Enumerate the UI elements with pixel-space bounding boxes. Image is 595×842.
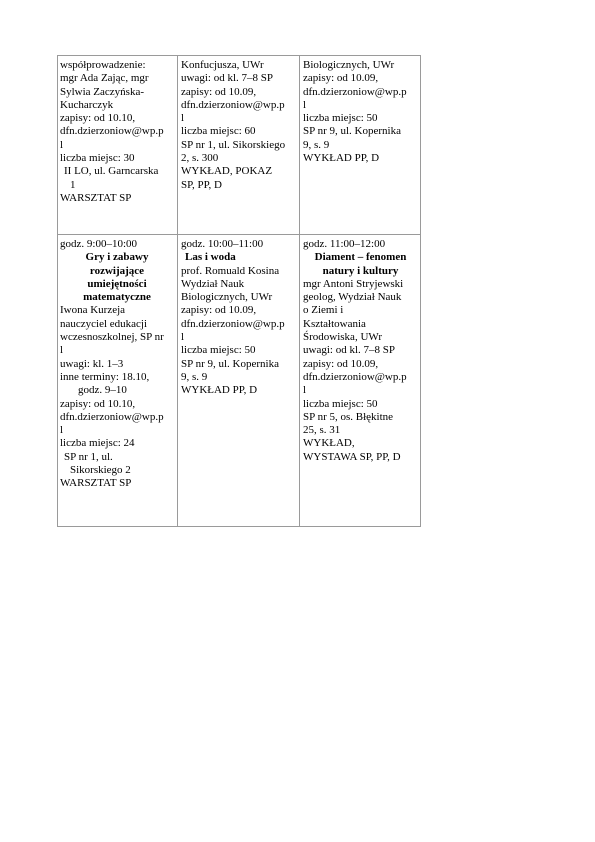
row-divider bbox=[57, 234, 421, 235]
cell-line: l bbox=[60, 424, 64, 437]
email-text: dfn.dzierzoniow@wp.p bbox=[303, 370, 407, 383]
cell-line: 9, s. 9 bbox=[303, 138, 330, 151]
cell-line: zapisy: od 10.09, bbox=[303, 357, 379, 370]
email-text: dfn.dzierzoniow@wp.p bbox=[60, 410, 164, 423]
cell-line: Sikorskiego 2 bbox=[70, 464, 131, 477]
cell-line: zapisy: od 10.10, bbox=[60, 397, 136, 410]
column-divider bbox=[177, 55, 178, 527]
cell-line: Konfucjusza, UWr bbox=[181, 59, 264, 71]
table-border-right bbox=[420, 55, 421, 527]
table-cell bbox=[181, 59, 296, 192]
table-border-left bbox=[57, 55, 58, 527]
cell-line: 2, s. 300 bbox=[181, 152, 219, 165]
cell-line: uwagi: kl. 1–3 bbox=[60, 357, 124, 370]
cell-line: o Ziemi i bbox=[303, 304, 344, 317]
cell-line: Biologicznych, UWr bbox=[303, 59, 395, 71]
cell-line: mgr Ada Zając, mgr bbox=[60, 72, 149, 85]
cell-line: zapisy: od 10.09, bbox=[181, 85, 257, 98]
cell-line: liczba miejsc: 50 bbox=[303, 397, 378, 410]
cell-line: Kucharczyk bbox=[60, 98, 114, 111]
cell-line: liczba miejsc: 50 bbox=[181, 344, 256, 357]
cell-line: SP nr 9, ul. Kopernika bbox=[181, 357, 279, 370]
event-title: rozwijające bbox=[89, 264, 145, 277]
event-title: natury i kultury bbox=[322, 264, 399, 277]
email-text: dfn.dzierzoniow@wp.p bbox=[181, 98, 285, 111]
event-title: umiejętności bbox=[87, 277, 147, 290]
cell-line: geolog, Wydział Nauk bbox=[303, 291, 402, 304]
table-border-top bbox=[57, 55, 421, 56]
cell-line: l bbox=[303, 384, 307, 397]
cell-line: Wydział Nauk bbox=[181, 277, 245, 290]
cell-line: 9, s. 9 bbox=[181, 370, 208, 383]
event-title: matematyczne bbox=[83, 291, 151, 304]
cell-line: godz. 9–10 bbox=[78, 384, 127, 397]
table-border-bottom bbox=[57, 526, 421, 527]
cell-line: SP nr 9, ul. Kopernika bbox=[303, 125, 401, 138]
cell-line: SP nr 1, ul. Sikorskiego bbox=[181, 138, 286, 151]
cell-line: SP nr 1, ul. bbox=[64, 450, 113, 463]
table-cell bbox=[60, 238, 174, 491]
event-type: SP, PP, D bbox=[181, 178, 222, 191]
cell-line: liczba miejsc: 60 bbox=[181, 125, 256, 138]
event-type: WARSZTAT SP bbox=[60, 191, 132, 204]
event-type: WYKŁAD, POKAZ bbox=[181, 165, 273, 178]
cell-line: Środowiska, UWr bbox=[303, 331, 382, 344]
cell-line: Kształtowania bbox=[303, 317, 366, 330]
cell-line: współprowadzenie: bbox=[60, 59, 146, 71]
event-title: Diament – fenomen bbox=[314, 251, 407, 264]
cell-line: uwagi: od kl. 7–8 SP bbox=[181, 72, 273, 85]
schedule-table bbox=[57, 55, 421, 527]
cell-line: l bbox=[303, 98, 307, 111]
email-text: dfn.dzierzoniow@wp.p bbox=[60, 125, 164, 138]
cell-line: nauczyciel edukacji bbox=[60, 317, 148, 330]
cell-line: 1 bbox=[70, 178, 76, 191]
event-type: WARSZTAT SP bbox=[60, 477, 132, 490]
event-time: godz. 9:00–10:00 bbox=[60, 238, 137, 250]
cell-line: zapisy: od 10.09, bbox=[181, 304, 257, 317]
email-text: dfn.dzierzoniow@wp.p bbox=[303, 85, 407, 98]
presenter-name: prof. Romuald Kosina bbox=[181, 264, 280, 277]
cell-line: l bbox=[181, 112, 185, 125]
event-type: WYSTAWA SP, PP, D bbox=[303, 450, 401, 463]
table-cell bbox=[303, 238, 418, 464]
email-text: dfn.dzierzoniow@wp.p bbox=[181, 317, 285, 330]
table-cell bbox=[303, 59, 418, 165]
cell-line: wczesnoszkolnej, SP nr bbox=[60, 331, 164, 344]
cell-line: l bbox=[60, 344, 64, 357]
presenter-name: Iwona Kurzeja bbox=[60, 304, 126, 317]
cell-line: liczba miejsc: 30 bbox=[60, 152, 135, 165]
table-cell bbox=[181, 238, 296, 398]
cell-line: 25, s. 31 bbox=[303, 424, 341, 437]
table-cell bbox=[60, 59, 174, 205]
event-title: Las i woda bbox=[185, 251, 236, 264]
event-time: godz. 11:00–12:00 bbox=[303, 238, 386, 250]
event-type: WYKŁAD, bbox=[303, 437, 355, 450]
cell-line: zapisy: od 10.09, bbox=[303, 72, 379, 85]
cell-line: Biologicznych, UWr bbox=[181, 291, 273, 304]
column-divider bbox=[299, 55, 300, 527]
event-time: godz. 10:00–11:00 bbox=[181, 238, 264, 250]
cell-line: Sylwia Zaczyńska- bbox=[60, 85, 144, 98]
event-title: Gry i zabawy bbox=[85, 251, 149, 264]
cell-line: liczba miejsc: 24 bbox=[60, 437, 135, 450]
cell-line: inne terminy: 18.10, bbox=[60, 370, 150, 383]
presenter-name: mgr Antoni Stryjewski bbox=[303, 277, 404, 290]
cell-line: II LO, ul. Garncarska bbox=[64, 165, 159, 178]
cell-line: uwagi: od kl. 7–8 SP bbox=[303, 344, 395, 357]
cell-line: liczba miejsc: 50 bbox=[303, 112, 378, 125]
event-type: WYKŁAD PP, D bbox=[181, 384, 258, 397]
event-type: WYKŁAD PP, D bbox=[303, 152, 380, 165]
cell-line: l bbox=[181, 331, 185, 344]
cell-line: l bbox=[60, 138, 64, 151]
cell-line: zapisy: od 10.10, bbox=[60, 112, 136, 125]
cell-line: SP nr 5, os. Błękitne bbox=[303, 410, 394, 423]
